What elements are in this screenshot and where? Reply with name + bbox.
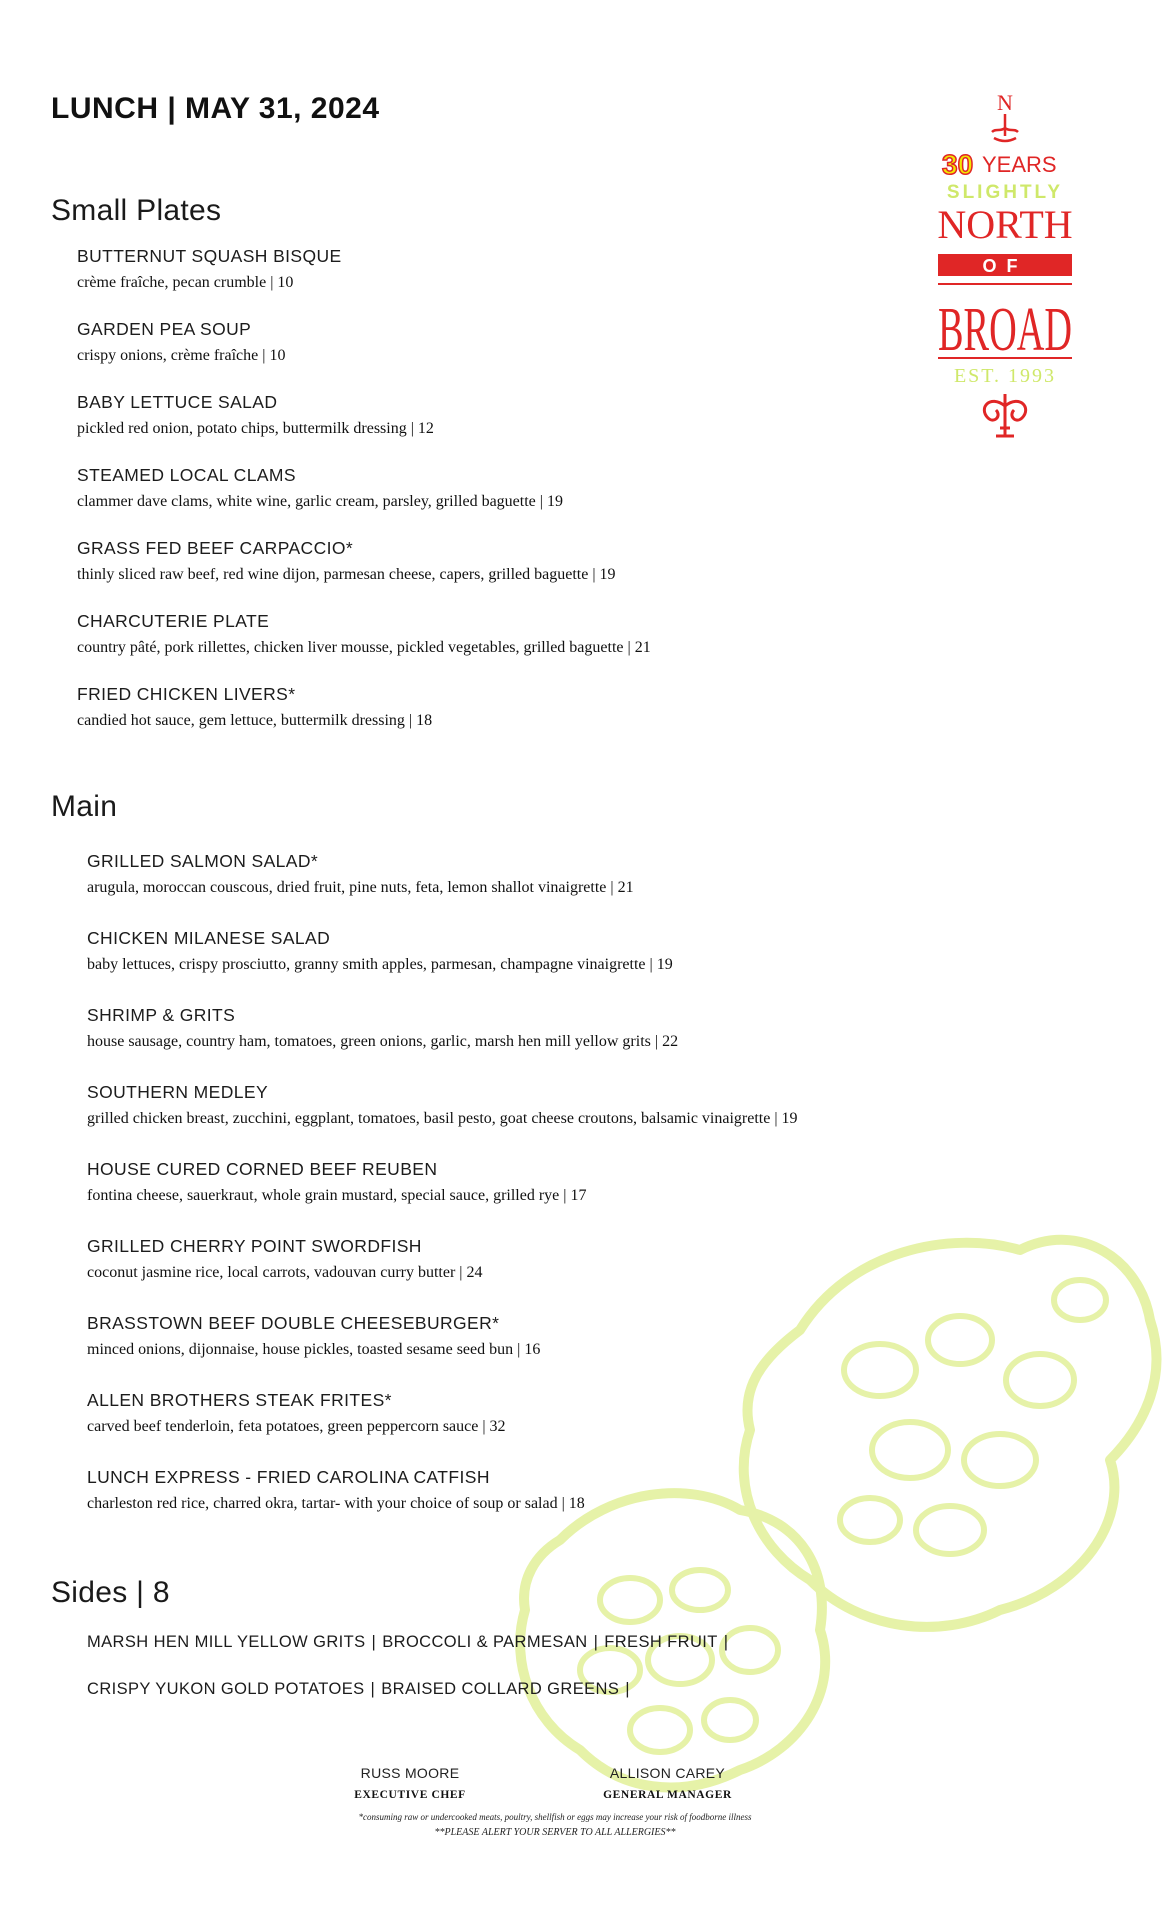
menu-item <box>87 851 634 897</box>
logo-years-number: 30 <box>942 149 974 180</box>
menu-item-description: thinly sliced raw beef, red wine dijon, parmesan cheese, capers, grilled baguette | 19 <box>77 566 616 583</box>
menu-item <box>87 1390 506 1436</box>
menu-item-name: GRASS FED BEEF CARPACCIO* <box>77 538 354 558</box>
menu-item-name: HOUSE CURED CORNED BEEF REUBEN <box>87 1159 438 1179</box>
menu-item <box>87 928 673 974</box>
menu-item-name: GRILLED SALMON SALAD* <box>87 851 319 871</box>
menu-item-name: SHRIMP & GRITS <box>87 1005 236 1025</box>
logo-north-letter: N <box>997 90 1013 115</box>
menu-item <box>77 611 651 657</box>
logo-broad: BROAD <box>938 296 1072 364</box>
small-plates-heading: Small Plates <box>51 194 222 227</box>
logo-slightly: SLIGHTLY <box>946 182 1064 203</box>
menu-item-name: GRILLED CHERRY POINT SWORDFISH <box>87 1236 422 1256</box>
manager-title: GENERAL MANAGER <box>603 1789 732 1801</box>
menu-item-description: arugula, moroccan couscous, dried fruit, pine nuts, feta, lemon shallot vinaigrette | 21 <box>87 879 634 896</box>
manager-name: ALLISON CAREY <box>609 1765 726 1781</box>
logo-established: EST. 1993 <box>953 365 1057 387</box>
sides-heading: Sides | 8 <box>51 1576 170 1609</box>
side-item: MARSH HEN MILL YELLOW GRITS <box>87 1633 366 1651</box>
menu-item-name: ALLEN BROTHERS STEAK FRITES* <box>87 1390 392 1410</box>
menu-item <box>77 392 434 438</box>
menu-item <box>87 1467 585 1513</box>
side-item: CRISPY YUKON GOLD POTATOES <box>87 1680 365 1698</box>
menu-item-description: clammer dave clams, white wine, garlic cream, parsley, grilled baguette | 19 <box>77 493 563 510</box>
menu-item <box>77 319 285 365</box>
menu-item-name: BRASSTOWN BEEF DOUBLE CHEESEBURGER* <box>87 1313 500 1333</box>
side-separator: | <box>723 1633 729 1651</box>
page-title: LUNCH | MAY 31, 2024 <box>51 92 380 125</box>
menu-item-name: FRIED CHICKEN LIVERS* <box>77 684 296 704</box>
sides-row <box>87 1680 636 1699</box>
menu-item <box>87 1313 540 1359</box>
side-separator: | <box>593 1633 599 1651</box>
north-of-broad-logo <box>930 88 1080 448</box>
menu-item <box>87 1082 798 1128</box>
menu-item-description: coconut jasmine rice, local carrots, vadouvan curry butter | 24 <box>87 1264 483 1281</box>
menu-item-description: country pâté, pork rillettes, chicken liver mousse, pickled vegetables, grilled baguette | 21 <box>77 639 651 656</box>
side-item: BRAISED COLLARD GREENS <box>381 1680 620 1698</box>
menu-item <box>87 1159 586 1205</box>
menu-item-description: fontina cheese, sauerkraut, whole grain mustard, special sauce, grilled rye | 17 <box>87 1187 587 1204</box>
menu-item-description: crème fraîche, pecan crumble | 10 <box>77 274 294 291</box>
menu-item-description: house sausage, country ham, tomatoes, green onions, garlic, marsh hen mill yellow grits | 22 <box>87 1033 679 1050</box>
menu-item <box>77 684 432 730</box>
menu-item-name: STEAMED LOCAL CLAMS <box>77 465 296 485</box>
logo-years-word: YEARS <box>982 152 1057 177</box>
menu-item-description: crispy onions, crème fraîche | 10 <box>77 347 286 364</box>
raw-food-disclaimer: *consuming raw or undercooked meats, poultry, shellfish or eggs may increase your risk of foodborne illness <box>358 1812 752 1822</box>
main-heading: Main <box>51 790 118 823</box>
chef-name: RUSS MOORE <box>360 1765 460 1781</box>
menu-item <box>87 1005 678 1051</box>
side-separator: | <box>370 1680 376 1698</box>
menu-item <box>77 538 616 584</box>
side-item: FRESH FRUIT <box>604 1633 718 1651</box>
sides-row <box>87 1633 734 1652</box>
menu-item-description: minced onions, dijonnaise, house pickles, toasted sesame seed bun | 16 <box>87 1341 541 1358</box>
menu-item-name: CHARCUTERIE PLATE <box>77 611 270 631</box>
side-separator: | <box>625 1680 630 1698</box>
logo-north-word: NORTH <box>937 202 1073 247</box>
menu-item-name: BABY LETTUCE SALAD <box>77 392 278 412</box>
menu-item-description: carved beef tenderloin, feta potatoes, green peppercorn sauce | 32 <box>87 1418 506 1435</box>
menu-item-description: pickled red onion, potato chips, buttermilk dressing | 12 <box>77 420 434 437</box>
menu-item-description: grilled chicken breast, zucchini, eggplant, tomatoes, basil pesto, goat cheese croutons, balsamic vinaigrette | 19 <box>87 1110 798 1127</box>
allergy-notice: **PLEASE ALERT YOUR SERVER TO ALL ALLERGIES** <box>434 1827 676 1838</box>
side-separator: | <box>371 1633 377 1651</box>
executive-chef-credit <box>340 1765 480 1801</box>
menu-item-description: charleston red rice, charred okra, tartar- with your choice of soup or salad | 18 <box>87 1495 585 1512</box>
menu-item-name: SOUTHERN MEDLEY <box>87 1082 269 1102</box>
menu-item-name: BUTTERNUT SQUASH BISQUE <box>77 246 342 266</box>
logo-flourish-icon <box>984 394 1025 436</box>
chef-title: EXECUTIVE CHEF <box>354 1789 466 1801</box>
menu-item <box>87 1236 483 1282</box>
menu-item-name: CHICKEN MILANESE SALAD <box>87 928 331 948</box>
menu-item-name: GARDEN PEA SOUP <box>77 319 252 339</box>
side-item: BROCCOLI & PARMESAN <box>382 1633 588 1651</box>
menu-item <box>77 465 563 511</box>
logo-of: OF <box>982 256 1028 276</box>
general-manager-credit <box>590 1765 745 1801</box>
menu-item-description: candied hot sauce, gem lettuce, buttermilk dressing | 18 <box>77 712 433 729</box>
menu-item <box>77 246 342 292</box>
menu-item-name: LUNCH EXPRESS - FRIED CAROLINA CATFISH <box>87 1467 490 1487</box>
menu-item-description: baby lettuces, crispy prosciutto, granny smith apples, parmesan, champagne vinaigrette | 19 <box>87 956 673 973</box>
